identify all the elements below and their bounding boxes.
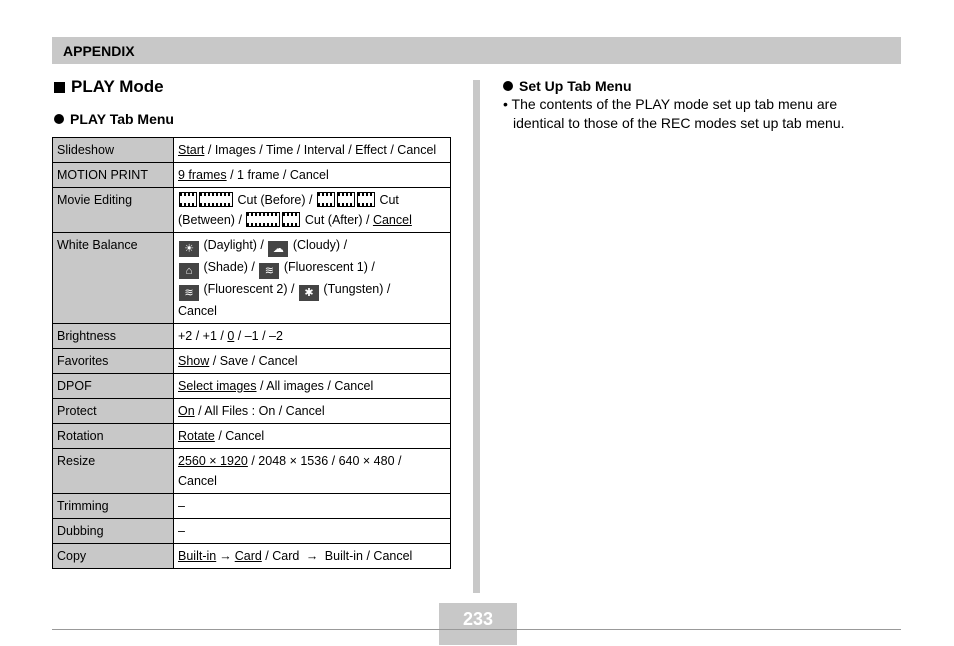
page-number-box [439,603,517,645]
table-row [53,374,451,399]
row-options: – [174,519,451,544]
row-options [174,233,451,324]
row-label: Movie Editing [53,188,174,233]
row-options [174,138,451,163]
options-text: (Daylight) / [200,238,268,252]
options-text: / 2048 × 1536 / 640 × 480 / [247,454,402,468]
row-options [174,349,451,374]
table-row [53,399,451,424]
shade-icon: ⌂ [179,263,199,279]
default-option: 0 [227,329,235,343]
footer-rule [52,629,901,630]
row-label: Dubbing [53,519,174,544]
arrow-right-icon: → [305,549,319,563]
default-option: Select images [178,379,257,393]
table-row [53,544,451,569]
table-row [53,449,451,494]
row-options [174,544,451,569]
options-text: (Shade) / [200,260,259,274]
default-option-part: Built-in [178,549,217,563]
options-text: / Images / Time / Interval / Effect / Cancel [204,143,437,157]
film-frame-icon [337,192,355,207]
tungsten-icon: ✱ [299,285,319,301]
row-options: – [174,494,451,519]
table-row [53,519,451,544]
row-label: DPOF [53,374,174,399]
options-text: (Cloudy) / [289,238,348,252]
default-option-part: Card [234,549,262,563]
table-row [53,163,451,188]
options-text: Cancel [178,474,217,488]
bullet-icon [54,114,64,124]
row-label: MOTION PRINT [53,163,174,188]
play-tab-subhead-text: PLAY Tab Menu [70,111,174,127]
options-text: Cancel [178,304,217,318]
table-row [53,494,451,519]
film-frame-icon [317,192,335,207]
default-option: 2560 × 1920 [178,454,248,468]
options-text: (Between) / [178,213,246,227]
options-text: Built-in / Cancel [321,549,413,563]
options-text: (Fluorescent 1) / [280,260,375,274]
default-option: Start [178,143,205,157]
setup-tab-description [503,95,883,133]
options-text: / Cancel [214,429,265,443]
description-line-1: • The contents of the PLAY mode set up tab menu are [503,96,838,112]
row-label: Copy [53,544,174,569]
table-row [53,138,451,163]
column-divider [473,80,480,593]
film-strip-icon [199,192,233,207]
fluorescent-2-icon: ≋ [179,285,199,301]
film-strip-icon [246,212,280,227]
play-tab-subhead [54,111,174,127]
row-label: White Balance [53,233,174,324]
options-text: / –1 / –2 [234,329,283,343]
row-options [174,424,451,449]
options-text: Cut (Before) / [234,193,316,207]
row-options [174,399,451,424]
options-text: / All images / Cancel [256,379,374,393]
options-text: (Fluorescent 2) / [200,282,298,296]
table-row [53,324,451,349]
header-bar [52,37,901,64]
setup-tab-subhead-text: Set Up Tab Menu [519,78,632,94]
bullet-icon [503,81,513,91]
default-option: On [178,404,195,418]
description-line-2: identical to those of the REC modes set up tab menu. [513,115,845,131]
options-text: Cut (After) / [301,213,373,227]
default-option: Rotate [178,429,215,443]
options-text: +2 / +1 / [178,329,228,343]
daylight-icon: ☀ [179,241,199,257]
page-number: 233 [462,609,494,629]
options-text: / Save / Cancel [209,354,298,368]
default-option: 9 frames [178,168,227,182]
options-text: / 1 frame / Cancel [226,168,329,182]
film-frame-icon [282,212,300,227]
row-options [174,449,451,494]
section-title-text: PLAY Mode [71,77,164,96]
play-tab-menu-table [52,137,451,569]
row-label: Resize [53,449,174,494]
fluorescent-1-icon: ≋ [259,263,279,279]
default-option [178,549,262,563]
row-label: Trimming [53,494,174,519]
table-row [53,233,451,324]
options-text: / Card [261,549,303,563]
film-frame-icon [357,192,375,207]
row-options [174,374,451,399]
options-text: / All Files : On / Cancel [194,404,325,418]
row-label: Rotation [53,424,174,449]
section-title [54,77,164,97]
header-title: APPENDIX [63,43,135,59]
table-row [53,349,451,374]
row-label: Slideshow [53,138,174,163]
row-options [174,324,451,349]
table-row [53,424,451,449]
default-option: Cancel [372,213,412,227]
default-option: Show [178,354,210,368]
row-label: Protect [53,399,174,424]
row-label: Favorites [53,349,174,374]
table-row [53,188,451,233]
setup-tab-subhead [503,78,632,94]
row-label: Brightness [53,324,174,349]
options-text: Cut [375,193,399,207]
row-options [174,188,451,233]
arrow-right-icon: → [219,549,232,563]
cloudy-icon: ☁ [268,241,288,257]
square-bullet-icon [54,82,65,93]
options-text: (Tungsten) / [319,282,391,296]
film-frame-icon [179,192,197,207]
row-options [174,163,451,188]
